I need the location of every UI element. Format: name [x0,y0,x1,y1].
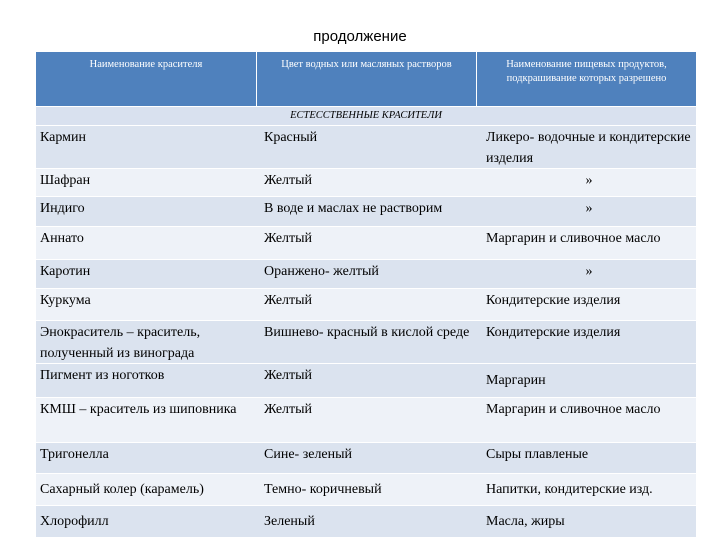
solution-color: Зеленый [264,514,315,529]
allowed-products: Маргарин и сливочное масло [486,402,661,417]
header-allowed-products: Наименование пищевых продуктов, подкрашивание которых разрешено [476,52,696,106]
allowed-products: Кондитерские изделия [486,293,621,308]
solution-color: В воде и маслах не растворим [264,201,443,216]
dye-name: Кармин [40,130,86,145]
allowed-products: Маргарин и сливочное масло [486,231,661,246]
dye-name: Аннато [40,231,84,246]
table-row [36,259,696,288]
table-row [36,320,696,363]
header-solution-color: Цвет водных или масляных растворов [256,52,476,106]
table-row [36,442,696,473]
allowed-products: Масла, жиры [486,514,565,529]
dye-name: Индиго [40,201,85,216]
solution-color: Желтый [264,173,313,188]
dye-name: Каротин [40,264,91,279]
solution-color: Желтый [264,402,313,417]
solution-color: Желтый [264,368,313,383]
solution-color: Сине- зеленый [264,447,353,462]
dyes-table [36,52,696,537]
solution-color: Желтый [264,293,313,308]
allowed-products: Сыры плавленые [486,447,589,462]
allowed-products: » [585,264,593,279]
allowed-products: Маргарин [486,373,546,388]
table-row [36,397,696,442]
solution-color: Желтый [264,231,313,246]
allowed-products: Кондитерские изделия [486,325,621,340]
allowed-products: » [585,173,593,188]
table-row [36,505,696,537]
table-row [36,168,696,196]
allowed-products: Напитки, кондитерские изд. [486,482,653,497]
solution-color: Красный [264,130,318,145]
dye-name: КМШ – краситель из шиповника [40,402,237,417]
table-header [36,52,696,106]
table-row [36,473,696,505]
dye-name: Хлорофилл [40,514,109,529]
section-natural-dyes: ЕСТЕССТВЕННЫЕ КРАСИТЕЛИ [36,106,696,125]
table-row [36,226,696,259]
table-row [36,196,696,226]
dye-name: Пигмент из ноготков [40,368,165,383]
dye-name: Энокраситель – краситель, полученный из винограда [40,325,201,361]
header-dye-name: Наименование красителя [89,59,203,70]
dye-name: Сахарный колер (карамель) [40,482,204,497]
allowed-products: » [585,201,593,216]
table-row [36,288,696,320]
solution-color: Вишнево- красный в кислой среде [264,325,470,340]
solution-color: Темно- коричневый [264,482,382,497]
dye-name: Тригонелла [40,447,109,462]
solution-color: Оранжено- желтый [264,264,379,279]
allowed-products: Ликеро- водочные и кондитерские изделия [486,130,691,166]
dye-name: Шафран [40,173,91,188]
table-row [36,363,696,397]
page-title: продолжение [313,28,407,45]
dye-name: Куркума [40,293,91,308]
table-row [36,125,696,168]
